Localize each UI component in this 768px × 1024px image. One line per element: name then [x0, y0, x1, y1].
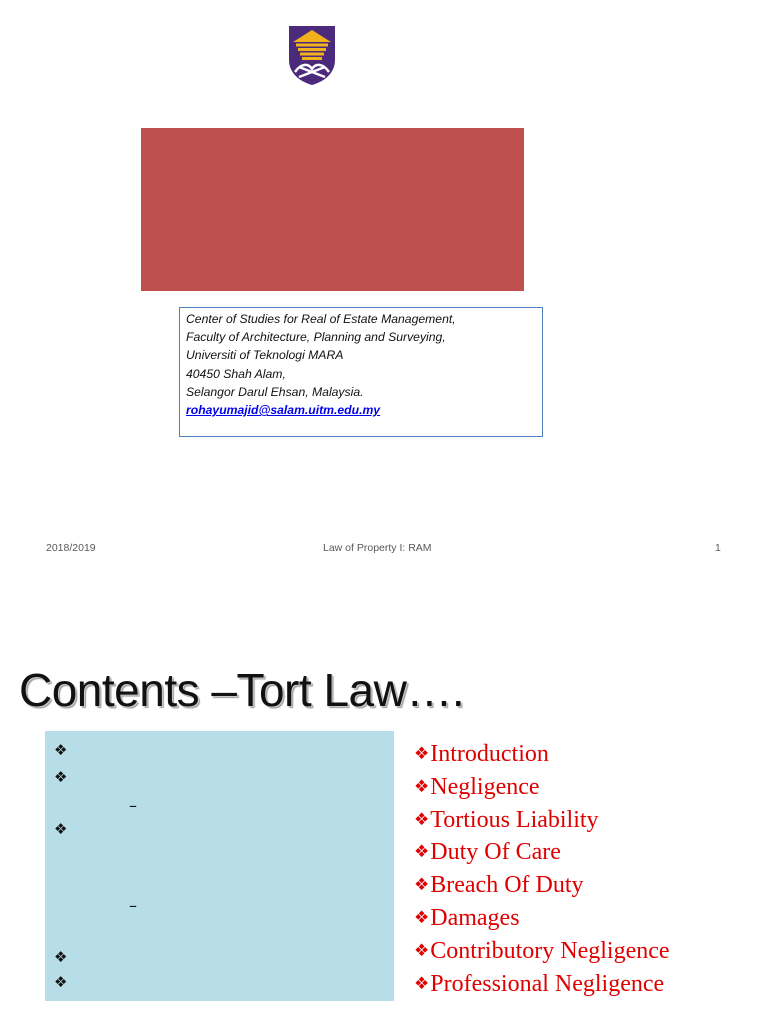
bullet-icon: ❖: [54, 973, 68, 991]
bullet-icon: ❖: [54, 948, 68, 966]
bullet-icon: ❖: [414, 907, 430, 927]
list-item: [414, 771, 670, 804]
bullet-icon: ❖: [414, 744, 430, 763]
address-line: Center of Studies for Real of Estate Management,: [186, 312, 456, 326]
list-item: [414, 902, 670, 935]
address-box: [179, 307, 543, 437]
address-line: 40450 Shah Alam,: [186, 366, 286, 381]
list-item-label: Professional Negligence: [430, 970, 665, 997]
list-item: [414, 836, 670, 869]
list-item-label: Duty Of Care: [430, 839, 561, 866]
list-item-label: Contributory Negligence: [430, 937, 670, 964]
bullet-icon: ❖: [414, 776, 430, 796]
list-item: [414, 738, 670, 771]
list-item: [414, 869, 670, 902]
list-item: [414, 935, 670, 968]
contents-title: Contents –Tort Law….: [19, 664, 465, 716]
blue-content-panel: [45, 731, 394, 1001]
address-line: Universiti of Teknologi MARA: [186, 348, 344, 363]
address-line: Selangor Darul Ehsan, Malaysia.: [186, 384, 364, 399]
footer-page-number: 1: [715, 542, 721, 554]
bullet-icon: ❖: [54, 741, 68, 759]
university-crest-logo: [287, 24, 337, 86]
list-item-label: Damages: [430, 904, 520, 931]
email-link[interactable]: rohayumajid@salam.uitm.edu.my: [186, 403, 381, 418]
list-item-label: Introduction: [430, 741, 549, 767]
dash-mark: –: [129, 796, 137, 815]
address-line: Faculty of Architecture, Planning and Surveying,: [186, 330, 446, 345]
list-item-label: Tortious Liability: [430, 806, 599, 833]
bullet-icon: ❖: [54, 820, 68, 838]
bullet-icon: ❖: [414, 842, 430, 862]
dash-mark: –: [129, 896, 137, 915]
contents-list: [414, 738, 670, 1000]
footer-title: Law of Property I: RAM: [323, 542, 432, 554]
bullet-icon: ❖: [414, 875, 430, 895]
list-item-label: Breach Of Duty: [430, 872, 584, 899]
bullet-icon: ❖: [414, 940, 430, 960]
footer-date: 2018/2019: [46, 542, 96, 554]
bullet-icon: ❖: [414, 973, 430, 993]
list-item-label: Negligence: [430, 773, 540, 800]
title-placeholder-block: [141, 128, 524, 291]
bullet-icon: ❖: [54, 768, 68, 786]
list-item: [414, 804, 670, 837]
list-item: [414, 968, 670, 1001]
bullet-icon: ❖: [414, 809, 430, 829]
